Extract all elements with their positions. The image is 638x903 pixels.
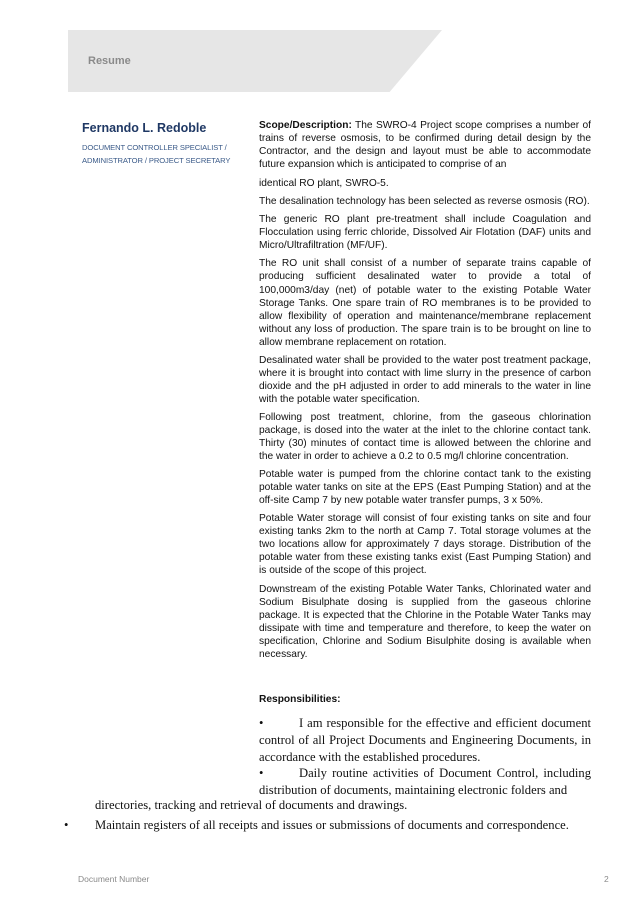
header-title: Resume bbox=[88, 55, 131, 67]
scope-paragraph: Downstream of the existing Potable Water Tanks, Chlorinated water and Sodium Bisulphate dosing is supplied from the gaseous chlorine package. It is expected that the Chlorine in the Potable Water Tanks may dissipate with time and temperature and therefore, to keep the water on specification, Chlorine and Sodium Bisulphite dosing is available when necessary. bbox=[259, 583, 591, 660]
responsibility-item-1 bbox=[259, 715, 591, 766]
responsibility-item-3 bbox=[64, 817, 604, 834]
scope-intro: The SWRO-4 Project scope comprises a number of trains of reverse osmosis, to be confirmed during detail design by the Contractor, and the design and layout must be able to accommodate future expansion which is anticipated to comprise of an bbox=[259, 120, 591, 171]
bullet-icon: • bbox=[259, 766, 264, 780]
bullet-icon: • bbox=[64, 818, 69, 832]
person-role bbox=[82, 142, 252, 167]
scope-paragraph: Desalinated water shall be provided to the water post treatment package, where it is brought into contact with lime slurry in the presence of carbon dioxide and the pH adjusted in order to add minerals to the water in line with the potable water specification. bbox=[259, 354, 591, 405]
role-line-1: DOCUMENT CONTROLLER SPECIALIST / bbox=[82, 143, 227, 152]
footer-page-number: 2 bbox=[604, 874, 609, 884]
footer-document-number: Document Number bbox=[78, 874, 150, 884]
scope-paragraph: Potable water is pumped from the chlorine contact tank to the existing potable water tanks on site at the EPS (East Pumping Station) and at the off-site Camp 7 by new potable water transfer pumps, 3 x 50%. bbox=[259, 469, 591, 507]
scope-intro-paragraph bbox=[259, 119, 591, 171]
responsibility-text-3: Maintain registers of all receipts and issues or submissions of documents and correspondence. bbox=[95, 818, 569, 832]
responsibility-item-2-continued: directories, tracking and retrieval of documents and drawings. bbox=[95, 798, 408, 812]
responsibilities-label: Responsibilities: bbox=[259, 694, 341, 705]
scope-paragraph: The RO unit shall consist of a number of separate trains capable of producing sufficient desalinated water to provide a total of 100,000m3/day (net) of potable water to the existing Potable Water Storage Tanks. One spare train of RO membranes is to be provided to allow flexibility of operation and maintenance/membrane replacement without any loss of production. The spare train is to be brought on line to allow membrane replacement on rotation. bbox=[259, 258, 591, 348]
person-name: Fernando L. Redoble bbox=[82, 121, 207, 135]
scope-section bbox=[259, 119, 591, 666]
responsibility-text-1: I am responsible for the effective and efficient document control of all Project Documents and Engineering Documents, in accordance with the established procedures. bbox=[259, 716, 591, 765]
scope-paragraph: The generic RO plant pre-treatment shall include Coagulation and Flocculation using ferric chloride, Dissolved Air Flotation (DAF) units and Micro/Ultrafiltration (MF/UF). bbox=[259, 214, 591, 252]
scope-paragraph: Following post treatment, chlorine, from the gaseous chlorination package, is dosed into the water at the inlet to the chlorine contact tank. Thirty (30) minutes of contact time is allowed between the chlorine and the water in order to achieve a 0.2 to 0.5 mg/l chlorine concentration. bbox=[259, 411, 591, 463]
scope-label: Scope/Description: bbox=[259, 120, 352, 131]
scope-paragraph: identical RO plant, SWRO-5. bbox=[259, 178, 389, 190]
responsibility-text-2: Daily routine activities of Document Control, including distribution of documents, maintaining electronic folders and bbox=[259, 766, 591, 798]
bullet-icon: • bbox=[259, 716, 264, 730]
scope-paragraph: The desalination technology has been selected as reverse osmosis (RO). bbox=[259, 196, 590, 208]
profile-sidebar bbox=[82, 121, 252, 167]
scope-paragraph: Potable Water storage will consist of four existing tanks on site and four existing tanks 2km to the north at Camp 7. Total storage volumes at the two locations allow for approximately 7 days storage. Distribution of the potable water from these existing tanks exist (East Pumping Station) and is outside of the scope of this project. bbox=[259, 513, 591, 577]
responsibility-item-2 bbox=[259, 765, 591, 799]
role-line-2: ADMINISTRATOR / PROJECT SECRETARY bbox=[82, 155, 231, 165]
